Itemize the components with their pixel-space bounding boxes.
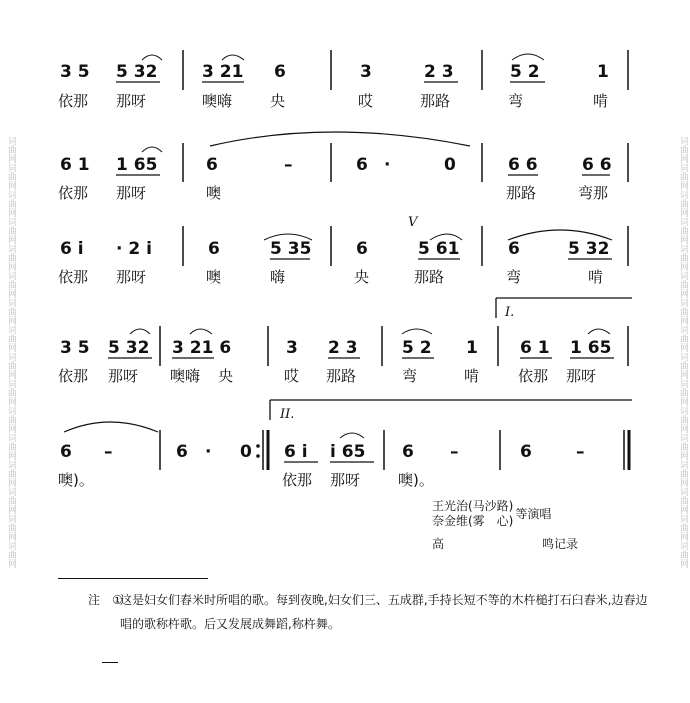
footnote-rule [58, 578, 208, 579]
footnote [88, 588, 648, 636]
recorder-name-1: 高 [432, 537, 445, 551]
lyric: 那路 [326, 367, 357, 385]
lyric: 噢嗨 [170, 367, 201, 385]
lyric: 噢嗨 [202, 92, 233, 110]
breath-mark: V [408, 215, 418, 230]
lyric: 那呀 [566, 367, 597, 385]
lyric: 依那 [58, 268, 89, 286]
note-group: 6 [274, 62, 286, 82]
lyric: 噢 [206, 268, 222, 286]
note-group: 6 i [60, 239, 84, 259]
note-group: 5 2 [402, 338, 432, 358]
lyric: 那呀 [116, 184, 147, 202]
score-row-4 [58, 298, 632, 385]
note-group: 6 [176, 442, 188, 462]
lyric: 弯 [402, 367, 418, 385]
score-row-1 [58, 50, 628, 110]
note-group: 5 2 [510, 62, 540, 82]
note-group: 3 [286, 338, 298, 358]
note-group: 1 [597, 62, 609, 82]
lyric: 弯 [508, 92, 524, 110]
lyric: 依那 [58, 92, 89, 110]
credits [432, 496, 622, 555]
lyric: 弯 [506, 268, 522, 286]
note-group: 6 6 [508, 155, 538, 175]
recorder-role: 记录 [554, 537, 579, 551]
lyric: 依那 [58, 184, 89, 202]
note-group: 1 [466, 338, 478, 358]
note-group: – [450, 442, 459, 462]
note-group: 1 65 [570, 338, 612, 358]
note-group: 5 32 [116, 62, 158, 82]
footnote-marker: 注 ① [88, 593, 123, 607]
lyric: 弯那 [578, 184, 609, 202]
note-group: 6 [508, 239, 520, 259]
note-group: 3 5 [60, 338, 90, 358]
lyric: 啃 [464, 367, 480, 385]
singer-line-1: 王光治(马沙路) [432, 499, 514, 513]
score-row-3 [58, 215, 628, 286]
lyric: 依那 [58, 367, 89, 385]
note-group: 6 1 [60, 155, 90, 175]
lyric: 那呀 [330, 471, 361, 489]
lyric: 噢 [206, 184, 222, 202]
lyric: 啃 [593, 92, 609, 110]
lyric: 哎 [358, 92, 374, 110]
lyric: 央 [354, 268, 370, 286]
lyric: 那路 [414, 268, 445, 286]
note-group: · [384, 155, 391, 175]
lyric: 那呀 [108, 367, 139, 385]
note-group: 6 [356, 239, 368, 259]
note-group: – [284, 155, 293, 175]
note-group: 6 1 [520, 338, 550, 358]
note-group: – [104, 442, 113, 462]
recorder-name-2: 鸣 [542, 537, 555, 551]
lyric: 依那 [282, 471, 313, 489]
singers-role: 等演唱 [515, 506, 552, 521]
lyric: 依那 [518, 367, 549, 385]
watermark-left: 词曲网词曲网词曲网词曲网词曲网词曲网词曲网词曲网词曲网词曲网词曲网词曲网词曲网词曲网词曲网词曲网 [6, 135, 16, 568]
note-group: 6 [208, 239, 220, 259]
note-group: 6 [356, 155, 368, 175]
note-group: 3 [360, 62, 372, 82]
lyric: 那呀 [116, 92, 147, 110]
note-group: 5 35 [270, 239, 312, 259]
lyric: 那呀 [116, 268, 147, 286]
note-group: 6 [206, 155, 218, 175]
lyric: 央 [270, 92, 286, 110]
note-group: 6 [402, 442, 414, 462]
volta-second-label: II. [280, 407, 295, 422]
footer-dash [102, 662, 118, 663]
lyric: 嗨 [270, 268, 286, 286]
note-group: 0 [240, 442, 252, 462]
lyric: 噢)。 [398, 471, 434, 489]
note-group: 5 32 [568, 239, 610, 259]
note-group: 3 5 [60, 62, 90, 82]
note-group: 6 i [284, 442, 308, 462]
note-group: 2 3 [328, 338, 358, 358]
lyric: 噢)。 [58, 471, 94, 489]
note-group: · [205, 442, 212, 462]
lyric: 哎 [284, 367, 300, 385]
note-group: 6 [60, 442, 72, 462]
note-group: 0 [444, 155, 456, 175]
watermark-right: 词曲网词曲网词曲网词曲网词曲网词曲网词曲网词曲网词曲网词曲网词曲网词曲网词曲网词曲网词曲网词曲网 [678, 135, 688, 568]
score-row-2 [58, 132, 628, 202]
note-group: 3 21 [202, 62, 244, 82]
volta-first-label: I. [505, 305, 515, 320]
lyric: 那路 [420, 92, 451, 110]
note-group: 1 65 [116, 155, 158, 175]
note-group: 2 3 [424, 62, 454, 82]
note-group: 6 [520, 442, 532, 462]
note-group: 3 21 6 [172, 338, 232, 358]
note-group: – [576, 442, 585, 462]
singer-line-2: 奈金维(雾 心) [432, 514, 514, 528]
note-group: 6 6 [582, 155, 612, 175]
note-group: 5 32 [108, 338, 150, 358]
note-group: i 65 [330, 442, 366, 462]
footnote-text: 这是妇女们舂米时所唱的歌。每到夜晚,妇女们三、五成群,手持长短不等的木杵槌打石臼舂米,边舂边唱的歌称杵歌。后又发展成舞蹈,称杵舞。 [120, 593, 648, 631]
lyric: 那路 [506, 184, 537, 202]
lyric: 央 [218, 367, 234, 385]
note-group: · 2 i [116, 239, 152, 259]
lyric: 啃 [588, 268, 604, 286]
note-group: 5 61 [418, 239, 460, 259]
score-row-5 [58, 400, 632, 489]
